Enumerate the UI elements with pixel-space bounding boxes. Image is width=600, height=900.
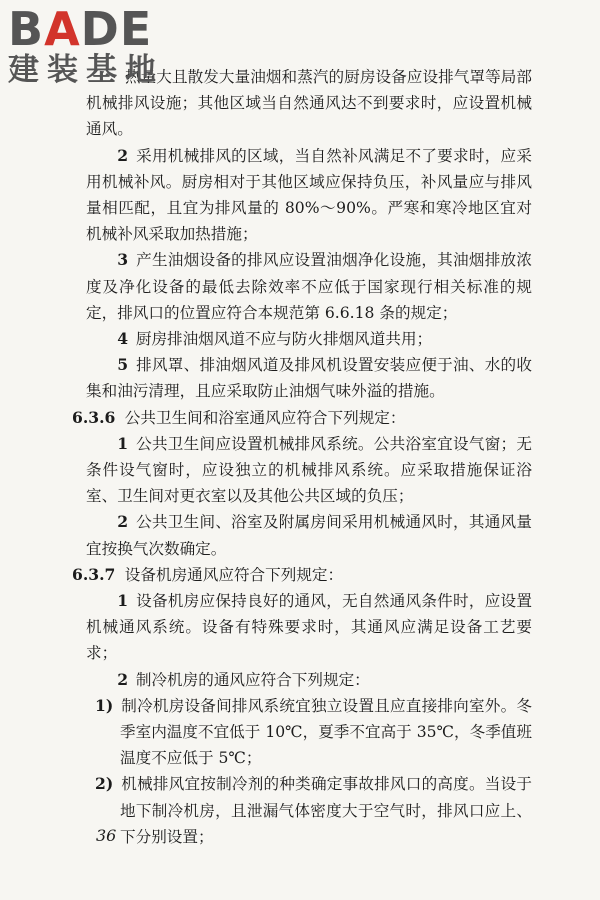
watermark-subtitle: 建装基地 — [8, 52, 164, 88]
paragraph-item: 1 设备机房应保持良好的通风，无自然通风条件时，应设置机械通风系统。设备有特殊要求时，其通风应满足设备工艺要求； — [86, 591, 532, 663]
paragraph-item: 3 产生油烟设备的排风应设置油烟净化设施，其油烟排放浓度及净化设备的最低去除效率不应低于国家现行相关标准的规定，排风口的位置应符合本规范第 6.6.18 条的规定； — [86, 250, 532, 322]
page-number: 36 — [96, 826, 117, 845]
sub-item: 2) 机械排风宜按制冷剂的种类确定事故排风口的高度。当设于地下制冷机房，且泄漏气体密度大于空气时，排风口应上、下分别设置； — [95, 774, 532, 846]
sub-item: 1) 制冷机房设备间排风系统宜独立设置且应直接排向室外。冬季室内温度不宜低于 10℃，夏季不宜高于 35℃，冬季值班温度不应低于 5℃； — [95, 695, 532, 768]
paragraph-item: 4 厨房排油烟风道不应与防火排烟风道共用； — [117, 329, 433, 349]
document-body — [72, 64, 532, 850]
paragraph-item: 5 排风罩、排油烟风道及排风机设置安装应便于油、水的收集和油污清理，且应采取防止油烟气味外溢的措施。 — [86, 355, 532, 401]
paragraph-item: 热量大且散发大量油烟和蒸汽的厨房设备应设排气罩等局部机械排风设施；其他区域当自然通风达不到要求时，应设置机械通风。 — [86, 68, 532, 139]
paragraph-item: 2 公共卫生间、浴室及附属房间采用机械通风时，其通风量宜按换气次数确定。 — [86, 512, 532, 558]
bade-watermark-logo — [8, 2, 183, 92]
watermark-logo-text: BADE — [8, 2, 153, 56]
section-heading-6-3-7: 6.3.7 设备机房通风应符合下列规定： — [72, 564, 344, 584]
paragraph-item: 2 采用机械排风的区域，当自然补风满足不了要求时，应采用机械补风。厨房相对于其他区域应保持负压，补风量应与排风量相匹配，且宜为排风量的 80%～90%。严寒和寒冷地区宜对机械补风采取加热措施； — [86, 145, 532, 244]
paragraph-item: 2 制冷机房的通风应符合下列规定： — [117, 669, 370, 689]
paragraph-item: 1 公共卫生间应设置机械排风系统。公共浴室宜设气窗；无条件设气窗时，应设独立的机械排风系统。应采取措施保证浴室、卫生间对更衣室以及其他公共区域的负压； — [86, 433, 532, 506]
section-heading-6-3-6: 6.3.6 公共卫生间和浴室通风应符合下列规定： — [72, 407, 406, 427]
